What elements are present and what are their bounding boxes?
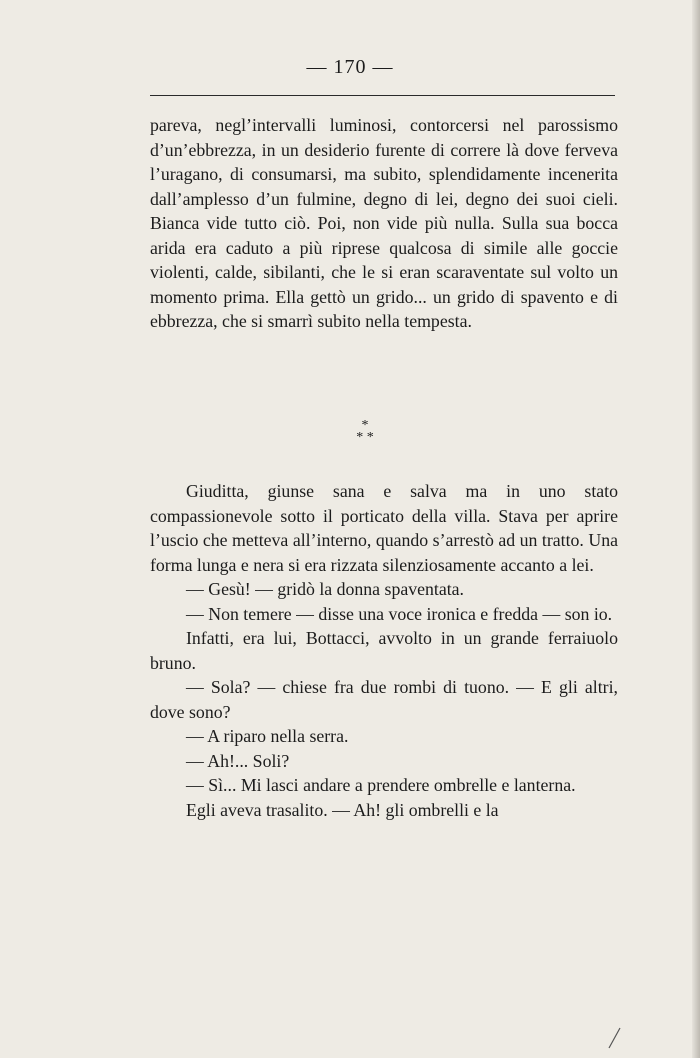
dialogue-line: — Sì... Mi lasci andare a prendere ombrelle e lanterna. bbox=[186, 775, 576, 795]
paragraph: Infatti, era lui, Bottacci, avvolto in un grande ferraiuolo bruno. bbox=[150, 628, 618, 673]
dialogue-line: — Non temere — disse una voce ironica e fredda — son io. bbox=[186, 603, 613, 624]
page-edge-shadow bbox=[692, 0, 700, 1058]
paragraph: Giuditta, giunse sana e salva ma in uno stato compassionevole sotto il porticato della villa. Stava per aprire l’uscio che metteva all’interno, quando s’arrestò ad un tratto. Una forma lunga e nera si era rizzata silenziosamente accanto a lei. bbox=[150, 481, 618, 575]
text-block-1 bbox=[150, 113, 618, 334]
dialogue-line: — A riparo nella serra. bbox=[186, 726, 349, 746]
dialogue-line: — Ah!... Soli? bbox=[186, 750, 290, 771]
dialogue-line: — Sola? — chiese fra due rombi di tuono. — E gli altri, dove sono? bbox=[150, 677, 618, 722]
header-rule bbox=[150, 95, 615, 96]
paragraph: Egli aveva trasalito. — Ah! gli ombrelli e la bbox=[186, 799, 499, 820]
paragraph: pareva, negl’intervalli luminosi, contorcersi nel parossismo d’un’ebbrezza, in un desiderio furente di correre là dove ferveva l’uragano, di consumarsi, ma subito, splendidamente incenerita dall’amplesso d’un fulmine, degno di lei, degno dei suoi cieli. Bianca vide tutto ciò. Poi, non vide più nulla. Sulla sua bocca arida era caduto a più riprese qualcosa di simile alle goccie violenti, calde, sibilanti, che le si eran scaraventate sul volto un momento prima. Ella gettò un grido... un grido di spavento e di ebbrezza, che si smarrì subito nella tempesta. bbox=[150, 115, 618, 331]
asterism-top: * bbox=[361, 418, 369, 433]
pencil-mark bbox=[606, 1026, 622, 1050]
section-separator bbox=[350, 420, 380, 460]
asterism-bottom: * * bbox=[356, 430, 374, 445]
dialogue-line: — Gesù! — gridò la donna spaventata. bbox=[186, 579, 465, 599]
page-number: — 170 — bbox=[306, 56, 394, 78]
text-block-2 bbox=[150, 479, 618, 822]
